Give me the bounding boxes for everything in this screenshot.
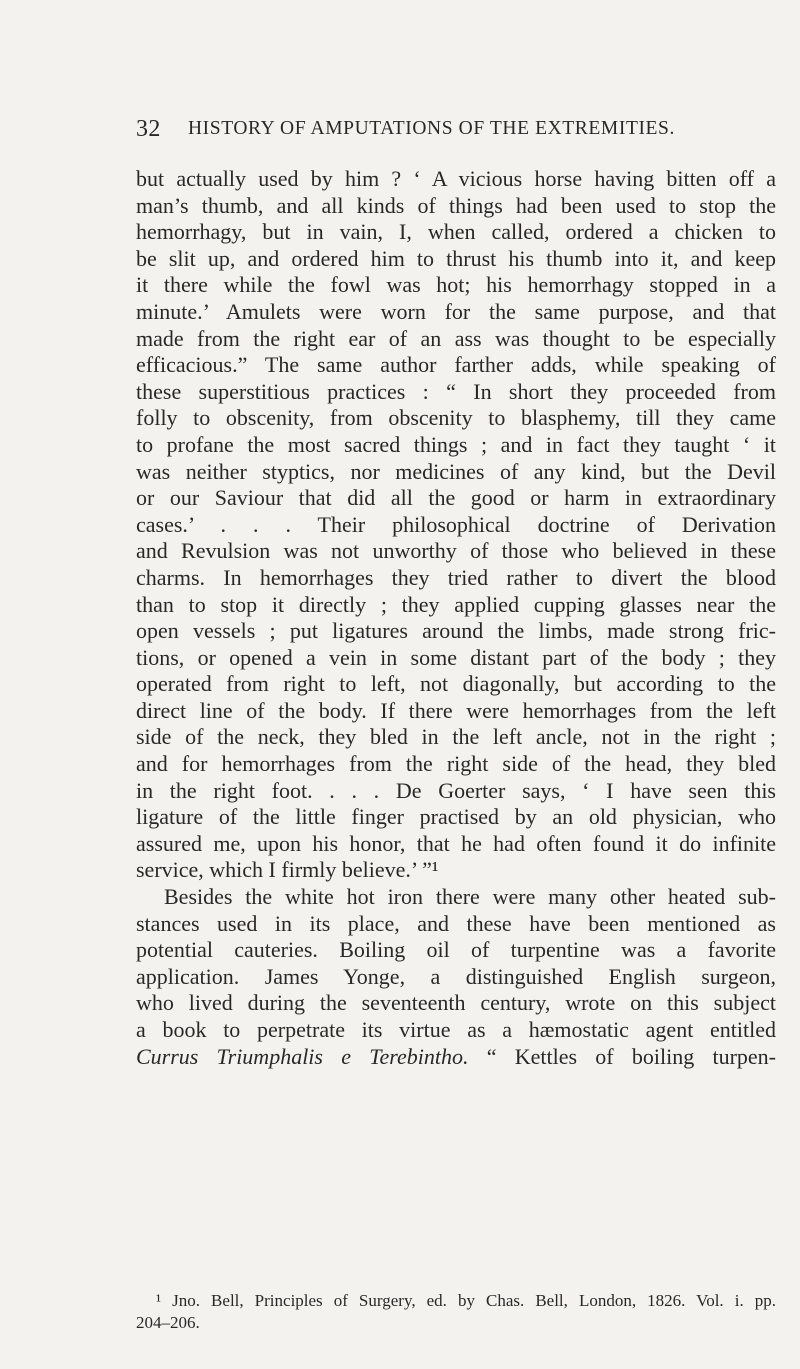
text-line: open vessels ; put ligatures around the limbs, made strong fric-	[136, 618, 776, 644]
text-line: was neither styptics, nor medicines of any kind, but the Devil	[136, 458, 776, 484]
text-line: or our Saviour that did all the good or harm in extraordinary	[136, 485, 776, 511]
text-line: and for hemorrhages from the right side of the head, they bled	[136, 751, 776, 777]
text-line: and Revulsion was not unworthy of those who believed in these	[136, 538, 776, 564]
text-line: assured me, upon his honor, that he had often found it do infinite	[136, 830, 776, 856]
footnote-line: ¹ Jno. Bell, Principles of Surgery, ed. by Chas. Bell, London, 1826. Vol. i. pp.	[156, 1291, 776, 1310]
text-line: efficacious.” The same author farther adds, while speaking of	[136, 352, 776, 378]
text-line: Besides the white hot iron there were many other heated sub-	[164, 884, 776, 910]
text-line: these superstitious practices : “ In short they proceeded from	[136, 378, 776, 404]
text-line: service, which I firmly believe.’ ”¹	[136, 857, 439, 883]
text-line: charms. In hemorrhages they tried rather to divert the blood	[136, 564, 776, 590]
page-number: 32	[136, 116, 161, 142]
text-line: than to stop it directly ; they applied cupping glasses near the	[136, 591, 776, 617]
text-line: it there while the fowl was hot; his hemorrhagy stopped in a	[136, 272, 776, 298]
text-line: folly to obscenity, from obscenity to blasphemy, till they came	[136, 405, 776, 431]
text-line: direct line of the body. If there were hemorrhages from the left	[136, 697, 776, 723]
running-head	[136, 116, 776, 146]
text-line: made from the right ear of an ass was thought to be especially	[136, 325, 776, 351]
book-title-italic: Currus Triumphalis e Terebintho.	[136, 1043, 469, 1069]
text-line: operated from right to left, not diagonally, but according to the	[136, 671, 776, 697]
text-line: in the right foot. . . . De Goerter says, ‘ I have seen this	[136, 777, 776, 803]
body-text	[136, 166, 776, 1070]
text-line: stances used in its place, and these have been mentioned as	[136, 910, 776, 936]
text-line: minute.’ Amulets were worn for the same purpose, and that	[136, 298, 776, 324]
text-line: be slit up, and ordered him to thrust his thumb into it, and keep	[136, 245, 776, 271]
footnotes	[136, 1290, 776, 1334]
text-line: potential cauteries. Boiling oil of turpentine was a favorite	[136, 937, 776, 963]
text-line: ligature of the little finger practised by an old physician, who	[136, 804, 776, 830]
text-line: hemorrhagy, but in vain, I, when called, ordered a chicken to	[136, 219, 776, 245]
text-line: cases.’ . . . Their philosophical doctrine of Derivation	[136, 511, 776, 537]
text-line: to profane the most sacred things ; and in fact they taught ‘ it	[136, 431, 776, 457]
text-line: but actually used by him ? ‘ A vicious horse having bitten off a	[136, 166, 776, 191]
running-title: HISTORY OF AMPUTATIONS OF THE EXTREMITIES.	[188, 118, 675, 139]
text-line: application. James Yonge, a distinguished English surgeon,	[136, 963, 776, 989]
text-line: tions, or opened a vein in some distant part of the body ; they	[136, 644, 776, 670]
text-line: a book to perpetrate its virtue as a hæmostatic agent entitled	[136, 1017, 776, 1042]
footnote-line: 204–206.	[136, 1313, 200, 1332]
text-line: who lived during the seventeenth century, wrote on this subject	[136, 990, 776, 1016]
text-line: side of the neck, they bled in the left ancle, not in the right ;	[136, 724, 776, 750]
text-line: man’s thumb, and all kinds of things had been used to stop the	[136, 192, 776, 218]
text-line: Currus Triumphalis e Terebintho. “ Kettles of boiling turpen-	[136, 1043, 776, 1069]
